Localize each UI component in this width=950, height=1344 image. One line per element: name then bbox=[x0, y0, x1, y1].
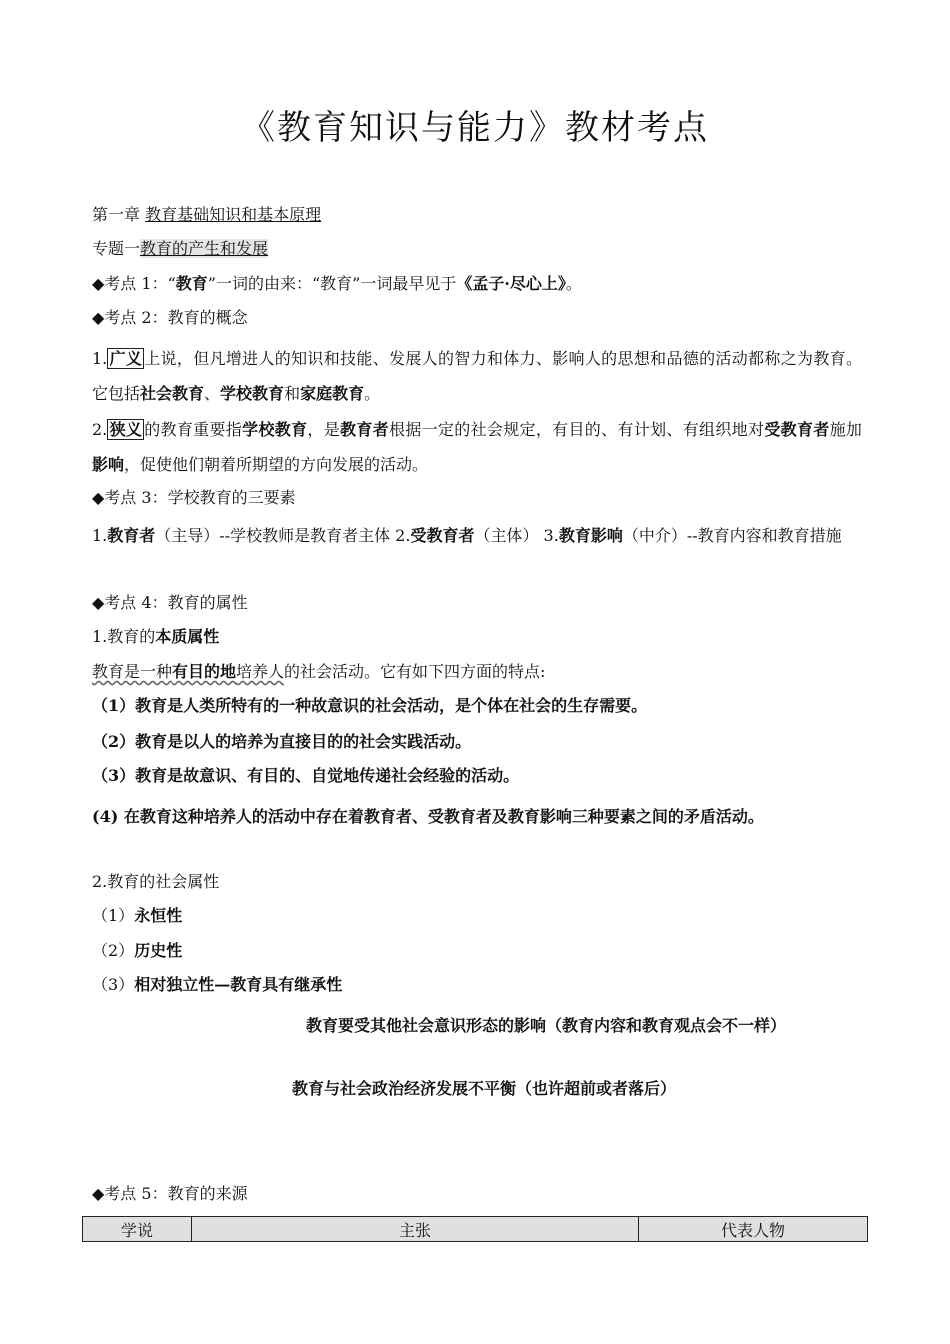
independence-note-1 bbox=[92, 1008, 862, 1043]
def1-sep2: 和 bbox=[284, 384, 301, 403]
keypoint-4: ◆考点 4：教育的属性 bbox=[92, 593, 248, 612]
feature-4-text: (4) 在教育这种培养人的活动中存在着教育者、受教育者及教育影响三种要素之间的矛盾活动。 bbox=[92, 807, 764, 826]
feature-2 bbox=[92, 731, 471, 753]
def2-text1: 的教育重要指 bbox=[144, 420, 243, 439]
essence-statement bbox=[92, 661, 545, 683]
def2-text3: 根据一定的社会规定，有目的、有计划、有组织地对 bbox=[389, 420, 765, 439]
col-claim: 主张 bbox=[192, 1217, 639, 1242]
essence-text3: 的社会活动。它有如下四方面的特点: bbox=[284, 662, 546, 681]
social-3-label: 相对独立性—教育具有继承性 bbox=[134, 975, 343, 994]
col-theory: 学说 bbox=[83, 1217, 192, 1242]
def2-school: 学校教育 bbox=[242, 420, 308, 439]
kp1-source: 《孟子·尽心上》 bbox=[456, 274, 566, 293]
document-title: 《教育知识与能力》教材考点 bbox=[241, 108, 709, 148]
def2-educator: 教育者 bbox=[340, 420, 389, 439]
social-item-1 bbox=[92, 905, 182, 927]
def2-influence: 影响 bbox=[92, 455, 125, 474]
keypoint-1 bbox=[92, 273, 582, 295]
keypoint-3: ◆考点 3：学校教育的三要素 bbox=[92, 488, 296, 507]
kp1-lead: ◆考点 1：“ bbox=[92, 274, 176, 293]
independence-note-1-text: 教育要受其他社会意识形态的影响（教育内容和教育观点会不一样） bbox=[306, 1016, 787, 1035]
social-2-label: 历史性 bbox=[134, 941, 183, 960]
chapter-name: 教育基础知识和基本原理 bbox=[145, 205, 322, 224]
feature-1-text: （1）教育是人类所特有的一种故意识的社会活动，是个体在社会的生存需要。 bbox=[92, 696, 648, 715]
feature-1 bbox=[92, 695, 647, 717]
def2-term: 狭义 bbox=[109, 420, 143, 439]
def1-tail: 。 bbox=[364, 384, 381, 403]
def2-text2: ，是 bbox=[307, 420, 341, 439]
col-representative: 代表人物 bbox=[639, 1217, 868, 1242]
def1-social: 社会教育 bbox=[140, 384, 205, 403]
def2-num: 2. bbox=[92, 420, 108, 439]
kp1-tail: 。 bbox=[565, 274, 582, 293]
three-elements bbox=[92, 518, 862, 553]
feature-2-text: （2）教育是以人的培养为直接目的的社会实践活动。 bbox=[92, 732, 472, 751]
independence-note-2 bbox=[292, 1078, 676, 1100]
def1-text: 上说，但凡增进人的知识和技能、发展人的智力和体力、影响人的思想和品德的活动都称之为教育。它包括 bbox=[92, 349, 862, 403]
chapter-heading bbox=[92, 204, 321, 226]
essential-attribute-heading bbox=[92, 626, 219, 648]
def2-tail: ，促使他们朝着所期望的方向发展的活动。 bbox=[124, 455, 429, 474]
el-educator: 教育者 bbox=[107, 526, 156, 545]
feature-3 bbox=[92, 765, 519, 787]
social-1-num: （1） bbox=[92, 906, 135, 925]
origin-table bbox=[82, 1216, 868, 1242]
def1-num: 1. bbox=[92, 349, 108, 368]
table-header-row bbox=[83, 1217, 868, 1242]
topic-heading bbox=[92, 238, 268, 260]
el-text1: （主导）--学校教师是教育者主体 2. bbox=[155, 526, 411, 545]
essence-text1: 教育是一种 bbox=[92, 662, 173, 681]
def2-learner: 受教育者 bbox=[764, 420, 830, 439]
def1-term: 广义 bbox=[109, 349, 143, 368]
essence-text2: 培养人 bbox=[236, 662, 285, 681]
attr1-label: 本质属性 bbox=[155, 627, 220, 646]
independence-note-2-text: 教育与社会政治经济发展不平衡（也许超前或者落后） bbox=[292, 1079, 677, 1098]
social-3-num: （3） bbox=[92, 975, 135, 994]
topic-prefix: 专题一 bbox=[92, 239, 141, 258]
keypoint-2: ◆考点 2：教育的概念 bbox=[92, 308, 248, 327]
keypoint-5: ◆考点 5：教育的来源 bbox=[92, 1184, 248, 1203]
def1-school: 学校教育 bbox=[220, 384, 285, 403]
social-attribute-heading: 2.教育的社会属性 bbox=[92, 872, 220, 891]
feature-4 bbox=[92, 799, 862, 834]
definition-narrow bbox=[92, 412, 862, 482]
social-item-3 bbox=[92, 974, 342, 996]
kp1-term: 教育 bbox=[175, 274, 208, 293]
el-learner: 受教育者 bbox=[410, 526, 475, 545]
essence-purpose: 有目的地 bbox=[172, 662, 237, 681]
def1-sep1: 、 bbox=[204, 384, 221, 403]
chapter-prefix: 第一章 bbox=[92, 205, 141, 224]
social-item-2 bbox=[92, 940, 182, 962]
def1-family: 家庭教育 bbox=[300, 384, 365, 403]
el-text2: （主体） 3. bbox=[474, 526, 559, 545]
social-2-num: （2） bbox=[92, 941, 135, 960]
attr1-prefix: 1.教育的 bbox=[92, 627, 156, 646]
el-num: 1. bbox=[92, 526, 108, 545]
el-influence: 教育影响 bbox=[558, 526, 623, 545]
definition-broad bbox=[92, 341, 862, 411]
feature-3-text: （3）教育是故意识、有目的、自觉地传递社会经验的活动。 bbox=[92, 766, 520, 785]
social-1-label: 永恒性 bbox=[134, 906, 183, 925]
topic-name: 教育的产生和发展 bbox=[140, 239, 269, 258]
kp1-mid: ”一词的由来：“教育”一词最早见于 bbox=[207, 274, 457, 293]
el-text3: （中介）--教育内容和教育措施 bbox=[622, 526, 842, 545]
def2-text4: 施加 bbox=[829, 420, 862, 439]
